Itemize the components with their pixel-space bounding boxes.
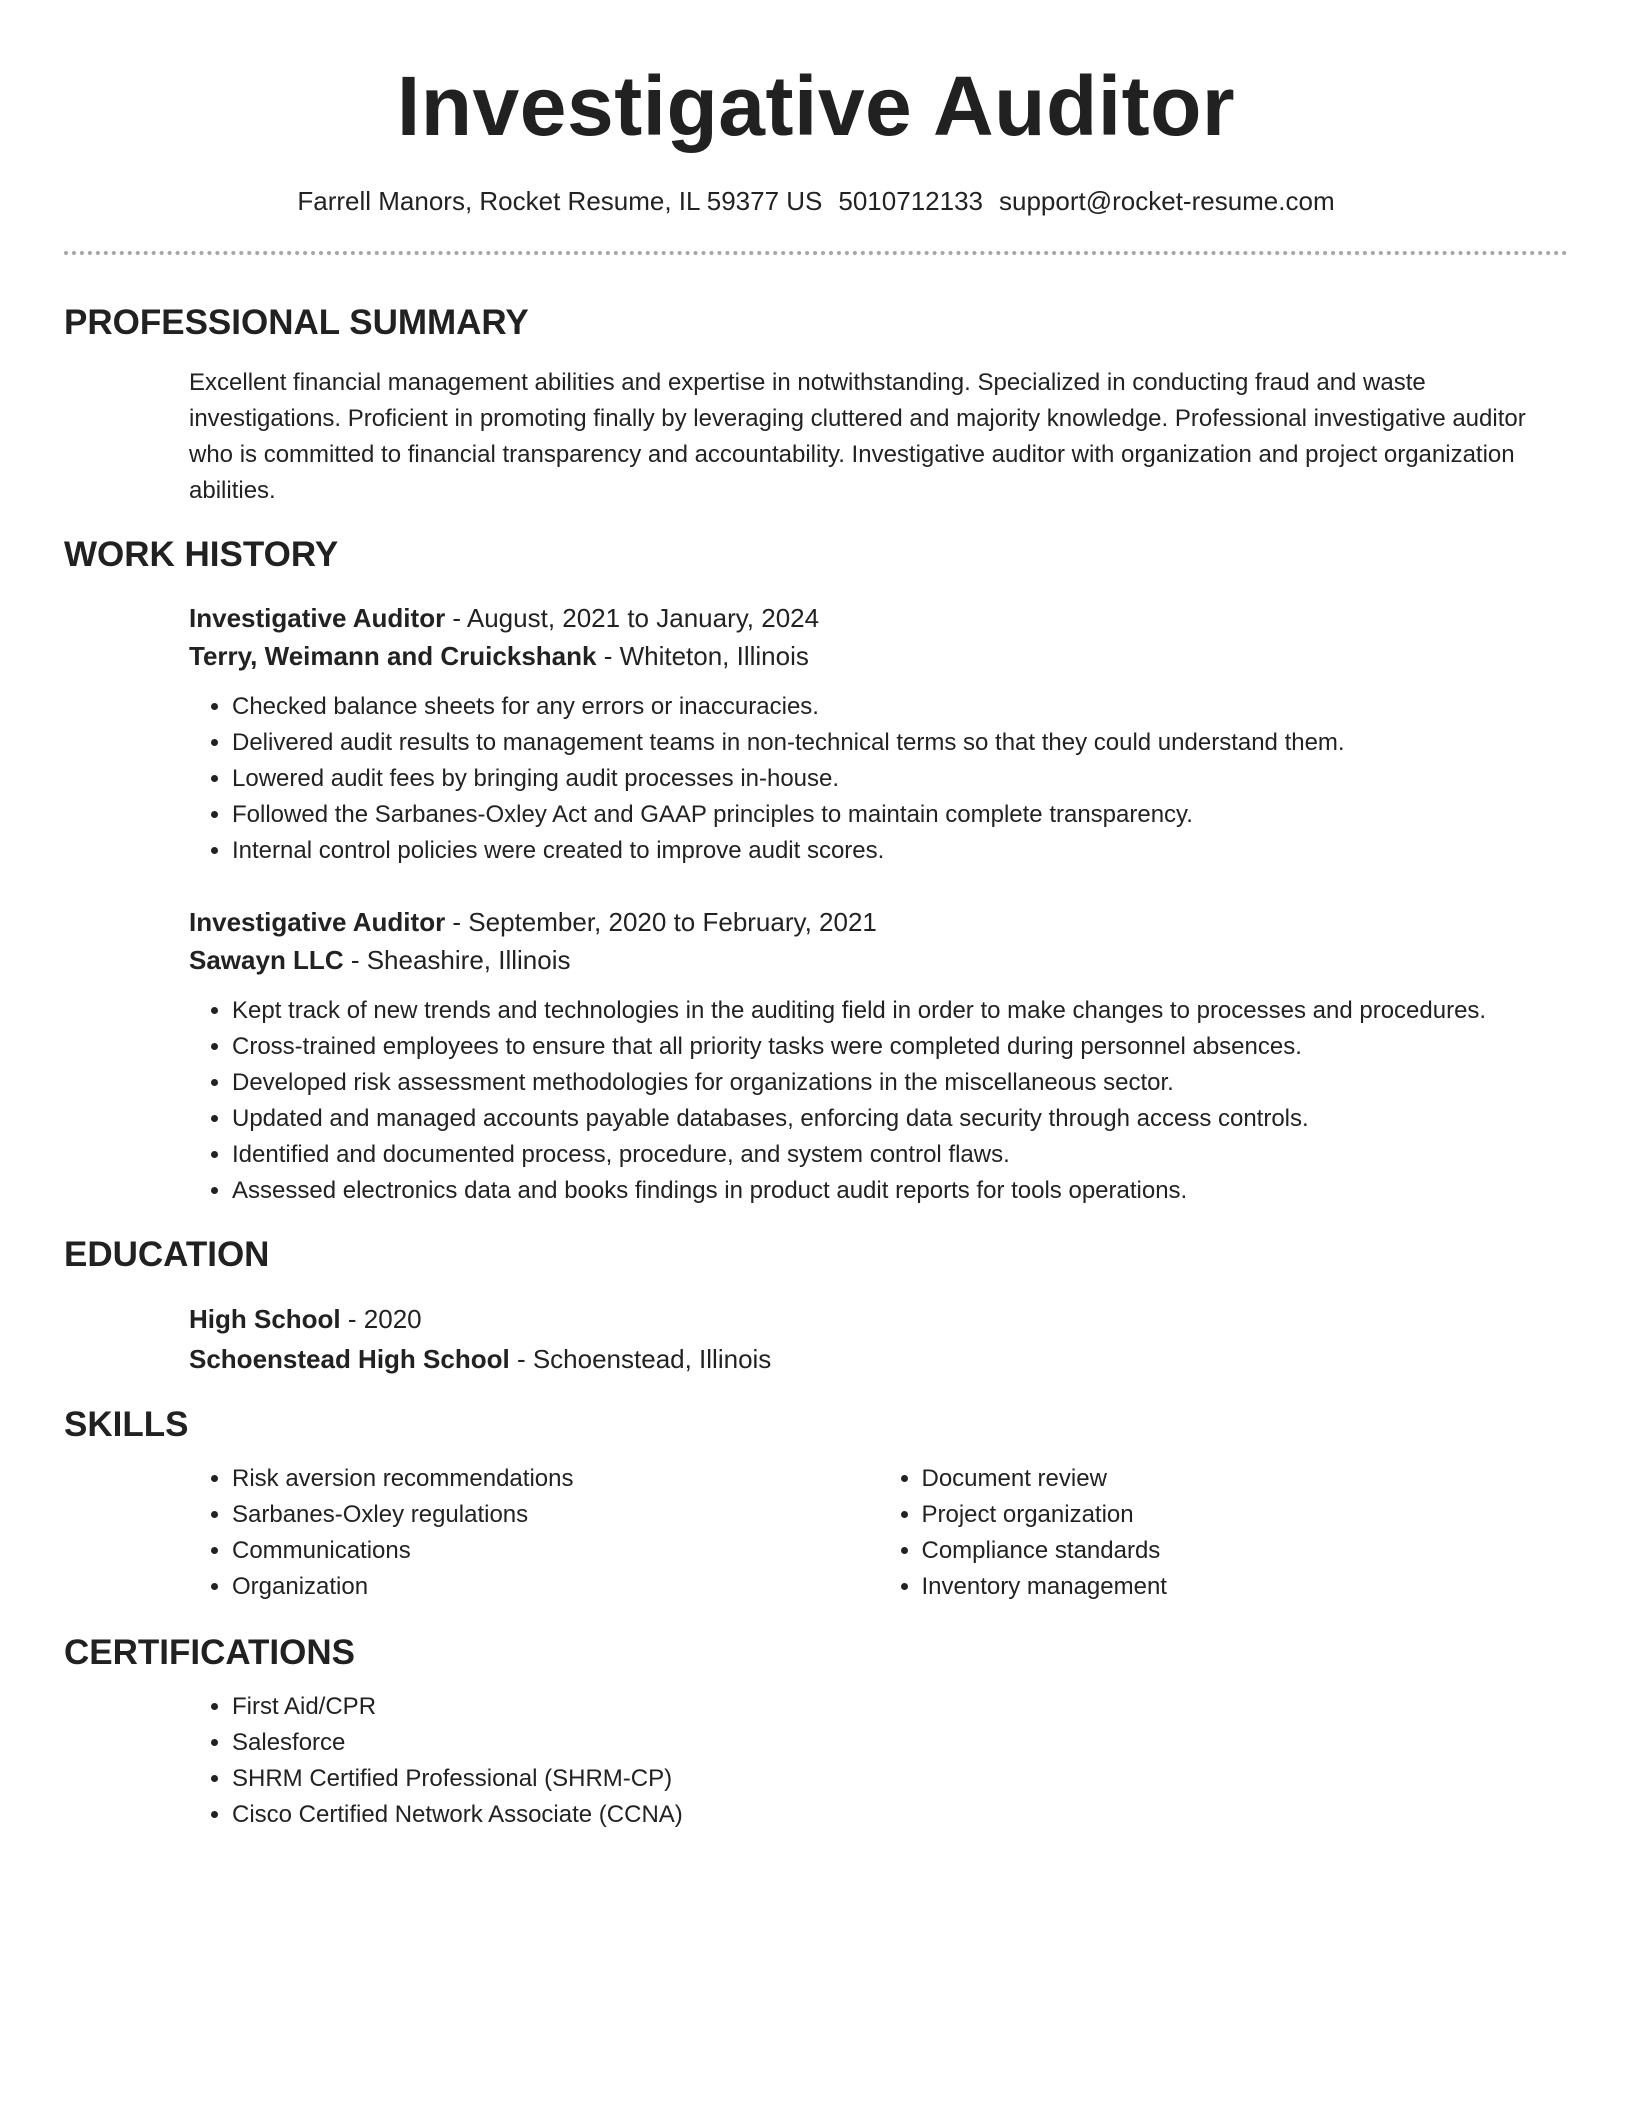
- job-title-line: [189, 903, 1568, 941]
- work-history-section: [64, 599, 1568, 1209]
- skills-section: [64, 1461, 1568, 1605]
- job-bullet: • Internal control policies were created to improve audit scores.: [232, 833, 1568, 869]
- skills-grid: [189, 1461, 1568, 1605]
- section-title-work-history: WORK HISTORY: [64, 535, 339, 574]
- skill-item: • Compliance standards: [922, 1533, 1569, 1569]
- job-bullet: • Followed the Sarbanes-Oxley Act and GAAP principles to maintain complete transparency.: [232, 797, 1568, 833]
- contact-email: support@rocket-resume.com: [999, 186, 1335, 216]
- resume-name: Investigative Auditor: [396, 59, 1236, 153]
- job-bullet: • Checked balance sheets for any errors or inaccuracies.: [232, 689, 1568, 725]
- certification-item: • Cisco Certified Network Associate (CCNA): [232, 1797, 1568, 1833]
- summary-section: [64, 365, 1568, 509]
- skills-list-left: [189, 1461, 879, 1605]
- skill-item: • Sarbanes-Oxley regulations: [232, 1497, 879, 1533]
- job-dates: - September, 2020 to February, 2021: [445, 907, 877, 937]
- section-title-education: EDUCATION: [64, 1235, 270, 1274]
- education-school: Schoenstead High School: [189, 1344, 510, 1374]
- summary-text: Excellent financial management abilities and expertise in notwithstanding. Specialized in conducting fraud and waste investigations. Proficient in promoting finally by leveraging cluttered and majority knowledge. Professional investigative auditor who is committed to financial transparency and accountability. Investigative auditor with organization and project organization abilities.: [189, 369, 1526, 504]
- skill-item: • Inventory management: [922, 1569, 1569, 1605]
- job-bullet: • Kept track of new trends and technologies in the auditing field in order to make changes to processes and procedures.: [232, 993, 1568, 1029]
- education-degree-line: [189, 1299, 1568, 1339]
- job-bullets: [189, 993, 1568, 1209]
- job-bullet: • Assessed electronics data and books findings in product audit reports for tools operations.: [232, 1173, 1568, 1209]
- skill-item: • Document review: [922, 1461, 1569, 1497]
- certification-item: • First Aid/CPR: [232, 1689, 1568, 1725]
- job-bullet: • Cross-trained employees to ensure that all priority tasks were completed during personnel absences.: [232, 1029, 1568, 1065]
- education-location: - Schoenstead, Illinois: [509, 1344, 772, 1374]
- skills-list-right: [879, 1461, 1569, 1605]
- section-title-certifications: CERTIFICATIONS: [64, 1633, 356, 1672]
- skill-item: • Risk aversion recommendations: [232, 1461, 879, 1497]
- job-bullet: • Updated and managed accounts payable databases, enforcing data security through access controls.: [232, 1101, 1568, 1137]
- job-location: - Sheashire, Illinois: [343, 945, 571, 975]
- contact-phone: 5010712133: [838, 186, 983, 216]
- job-bullet: • Delivered audit results to management teams in non-technical terms so that they could understand them.: [232, 725, 1568, 761]
- certifications-list: [189, 1689, 1568, 1833]
- job-bullet: • Identified and documented process, procedure, and system control flaws.: [232, 1137, 1568, 1173]
- header-divider: [64, 251, 1568, 255]
- job-company-line: [189, 941, 1568, 979]
- education-degree: High School: [189, 1304, 341, 1334]
- job-role: Investigative Auditor: [189, 907, 446, 937]
- section-title-skills: SKILLS: [64, 1405, 189, 1444]
- job-company-line: [189, 637, 1568, 675]
- certification-item: • Salesforce: [232, 1725, 1568, 1761]
- job-location: - Whiteton, Illinois: [596, 641, 809, 671]
- job-entry: [189, 599, 1568, 869]
- job-entry: [189, 903, 1568, 1209]
- education-year: - 2020: [340, 1304, 422, 1334]
- job-role: Investigative Auditor: [189, 603, 446, 633]
- certifications-section: [64, 1689, 1568, 1833]
- certification-item: • SHRM Certified Professional (SHRM-CP): [232, 1761, 1568, 1797]
- job-company: Terry, Weimann and Cruickshank: [189, 641, 597, 671]
- education-school-line: [189, 1339, 1568, 1379]
- job-bullets: [189, 689, 1568, 869]
- contact-line: [64, 184, 1568, 218]
- skill-item: • Communications: [232, 1533, 879, 1569]
- job-title-line: [189, 599, 1568, 637]
- skill-item: • Organization: [232, 1569, 879, 1605]
- job-company: Sawayn LLC: [189, 945, 344, 975]
- skill-item: • Project organization: [922, 1497, 1569, 1533]
- education-section: [64, 1299, 1568, 1379]
- section-title-summary: PROFESSIONAL SUMMARY: [64, 303, 529, 342]
- job-dates: - August, 2021 to January, 2024: [445, 603, 820, 633]
- contact-address: Farrell Manors, Rocket Resume, IL 59377 US: [297, 186, 823, 216]
- job-bullet: • Lowered audit fees by bringing audit processes in-house.: [232, 761, 1568, 797]
- job-bullet: • Developed risk assessment methodologies for organizations in the miscellaneous sector.: [232, 1065, 1568, 1101]
